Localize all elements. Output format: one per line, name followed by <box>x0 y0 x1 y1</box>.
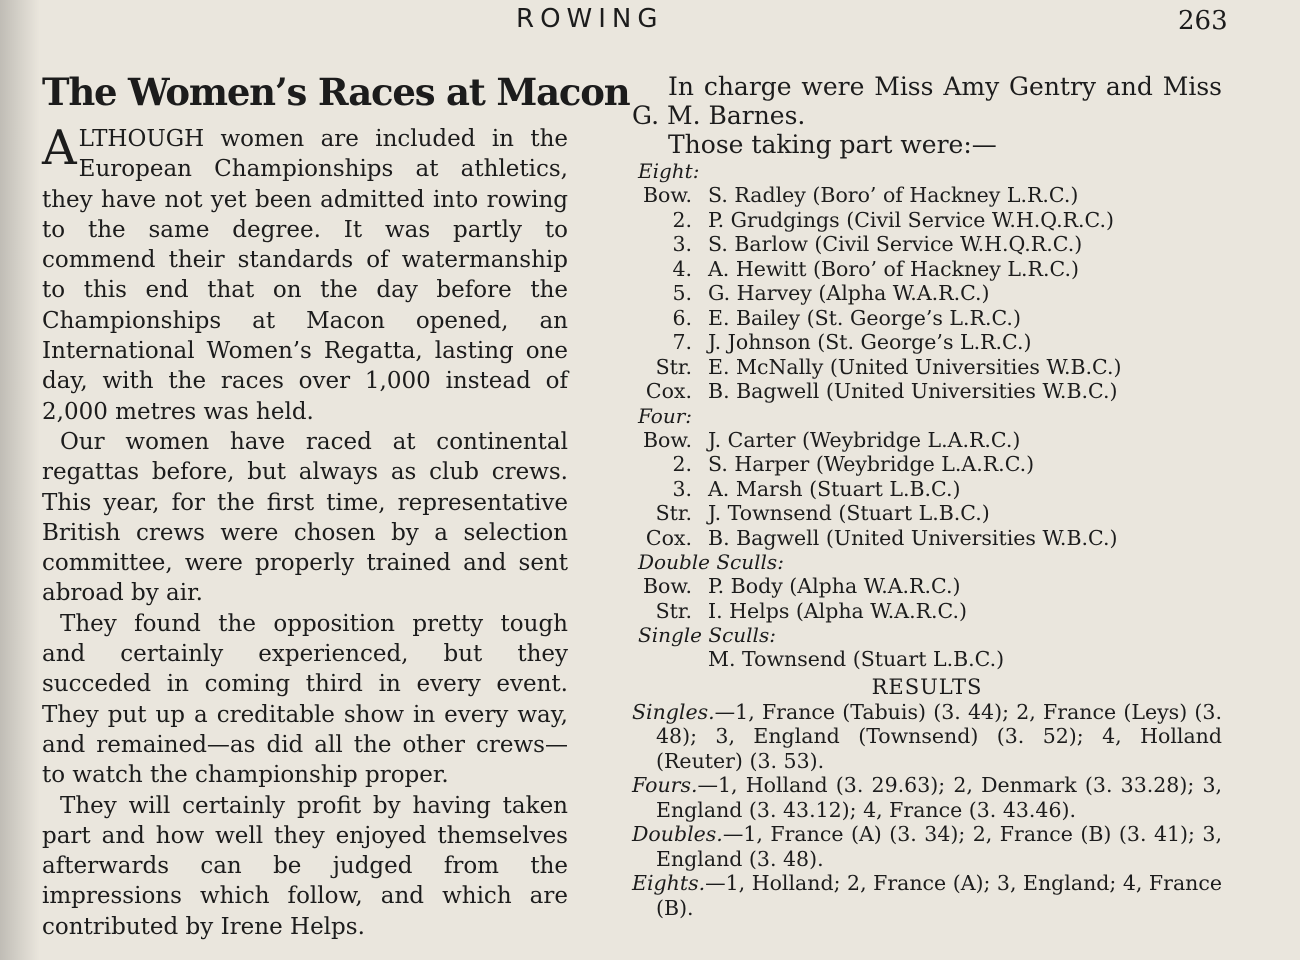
crew-position: Bow. <box>642 574 692 598</box>
crew-member-row <box>632 257 1222 282</box>
crew-member-name: A. Hewitt (Boro’ of Hackney L.R.C.) <box>708 256 1079 281</box>
crew-position: Bow. <box>642 427 692 452</box>
crew-member-row <box>632 574 1222 599</box>
crew-member-row <box>632 208 1222 233</box>
crew-member-name: G. Harvey (Alpha W.A.R.C.) <box>708 281 990 305</box>
crew-position: 3. <box>672 476 692 501</box>
crew-position: 6. <box>672 305 692 330</box>
results-list <box>632 700 1222 921</box>
crew-member-name: P. Grudgings (Civil Service W.H.Q.R.C.) <box>708 207 1115 232</box>
crew-position: Cox. <box>645 525 692 550</box>
crew-member-name: E. McNally (United Universities W.B.C.) <box>708 354 1122 379</box>
article-title: The Women’s Races at Macon <box>42 70 630 114</box>
result-text: —1, Holland; 2, France (A); 3, England; 4, France (B). <box>656 871 1222 920</box>
crew-member-row <box>632 477 1222 502</box>
crew-position: Bow. <box>642 183 692 207</box>
drop-cap: A <box>42 120 77 176</box>
crew-member-name: B. Bagwell (United Universities W.B.C.) <box>708 525 1118 550</box>
crew-member-name: E. Bailey (St. George’s L.R.C.) <box>708 305 1021 330</box>
crew-list-column <box>632 72 1222 920</box>
article-paragraph: They found the opposition pretty tough and certainly experienced, but they succeded in coming third in every event. They put up a creditable show in every way, and remained—as did all the other crews—to watch the championship proper. <box>42 610 568 789</box>
page-number: 263 <box>1178 6 1228 36</box>
running-head: ROWING <box>516 4 664 34</box>
crew-member-name: J. Carter (Weybridge L.A.R.C.) <box>708 427 1021 452</box>
crew-boat-heading: Eight: <box>638 159 700 183</box>
crew-member-name: I. Helps (Alpha W.A.R.C.) <box>708 598 968 623</box>
article-paragraph: They will certainly profit by having taken part and how well they enjoyed themselves afterwards can be judged from the impressions which follow, and which are contributed by Irene Helps. <box>42 792 568 940</box>
results-heading: RESULTS <box>871 674 983 699</box>
crew-member-row <box>632 306 1222 331</box>
crew-boat-heading: Double Sculls: <box>638 550 784 574</box>
result-entry <box>632 700 1222 774</box>
article-column <box>42 68 630 942</box>
crew-position: Cox. <box>645 379 692 403</box>
crew-member-row <box>632 330 1222 355</box>
article-paragraph: Our women have raced at continental regattas before, but always as club crews. This year, for the first time, representative British crews were chosen by a selection committee, were properly trained and sent abroad by air. <box>42 428 568 607</box>
result-text: —1, France (Tabuis) (3. 44); 2, France (Leys) (3. 48); 3, England (Townsend) (3. 52); 4, Holland (Reuter) (3. 53). <box>656 699 1222 773</box>
crew-boat-heading: Single Sculls: <box>638 623 776 647</box>
crew-member-name: S. Radley (Boro’ of Hackney L.R.C.) <box>708 183 1079 207</box>
crew-member-name: S. Barlow (Civil Service W.H.Q.R.C.) <box>708 232 1083 256</box>
crew-position: 2. <box>672 207 692 232</box>
crew-member-name: J. Townsend (Stuart L.B.C.) <box>708 501 990 525</box>
result-event: Doubles. <box>632 822 723 846</box>
crew-member-row <box>632 232 1222 257</box>
crew-member-row <box>632 379 1222 404</box>
page-gutter-shadow <box>0 0 40 960</box>
crew-member-name: B. Bagwell (United Universities W.B.C.) <box>708 379 1118 403</box>
in-charge-text: In charge were Miss Amy Gentry and Miss G. M. Barnes. <box>632 72 1222 130</box>
result-event: Fours. <box>632 773 698 797</box>
crew-member-row <box>632 452 1222 477</box>
crew-member-row <box>632 526 1222 551</box>
crew-member-name: J. Johnson (St. George’s L.R.C.) <box>708 330 1032 354</box>
article-paragraph <box>42 120 568 427</box>
result-event: Eights. <box>632 871 706 895</box>
taking-part-text: Those taking part were:— <box>668 130 997 159</box>
crew-position: Str. <box>655 501 692 525</box>
crew-member-name: M. Townsend (Stuart L.B.C.) <box>708 647 1005 671</box>
crew-member-name: P. Body (Alpha W.A.R.C.) <box>708 574 961 598</box>
result-entry <box>632 822 1222 871</box>
crew-position: 7. <box>672 330 692 354</box>
result-entry <box>632 773 1222 822</box>
crew-position: Str. <box>655 598 692 623</box>
result-text: —1, France (A) (3. 34); 2, France (B) (3. 41); 3, England (3. 48). <box>656 822 1222 871</box>
crew-member-row <box>632 428 1222 453</box>
crew-position: 2. <box>672 452 692 476</box>
crew-position: Str. <box>655 354 692 379</box>
result-entry <box>632 871 1222 920</box>
crew-lists <box>632 159 1222 672</box>
crew-boat-heading: Four: <box>638 403 693 428</box>
crew-member-name: A. Marsh (Stuart L.B.C.) <box>708 476 961 501</box>
crew-member-row <box>632 183 1222 208</box>
result-event: Singles. <box>632 699 715 724</box>
crew-position: 3. <box>672 232 692 256</box>
crew-member-row <box>632 647 1222 672</box>
crew-member-row <box>632 355 1222 380</box>
crew-member-row <box>632 501 1222 526</box>
result-text: —1, Holland (3. 29.63); 2, Denmark (3. 33.28); 3, England (3. 43.12); 4, France (3. 43.46). <box>656 773 1222 822</box>
crew-member-row <box>632 599 1222 624</box>
crew-position: 4. <box>672 256 692 281</box>
crew-position <box>632 647 708 672</box>
crew-position: 5. <box>672 281 692 305</box>
crew-member-row <box>632 281 1222 306</box>
crew-member-name: S. Harper (Weybridge L.A.R.C.) <box>708 452 1035 476</box>
paragraph-text: LTHOUGH women are included in the European Championships at athletics, they have not yet been admitted into rowing to the same degree. It was partly to commend their standards of watermanship to this end that on the day before the Championships at Macon opened, an International Women’s Regatta, lasting one day, with the races over 1,000 instead of 2,000 metres was held. <box>42 126 568 425</box>
